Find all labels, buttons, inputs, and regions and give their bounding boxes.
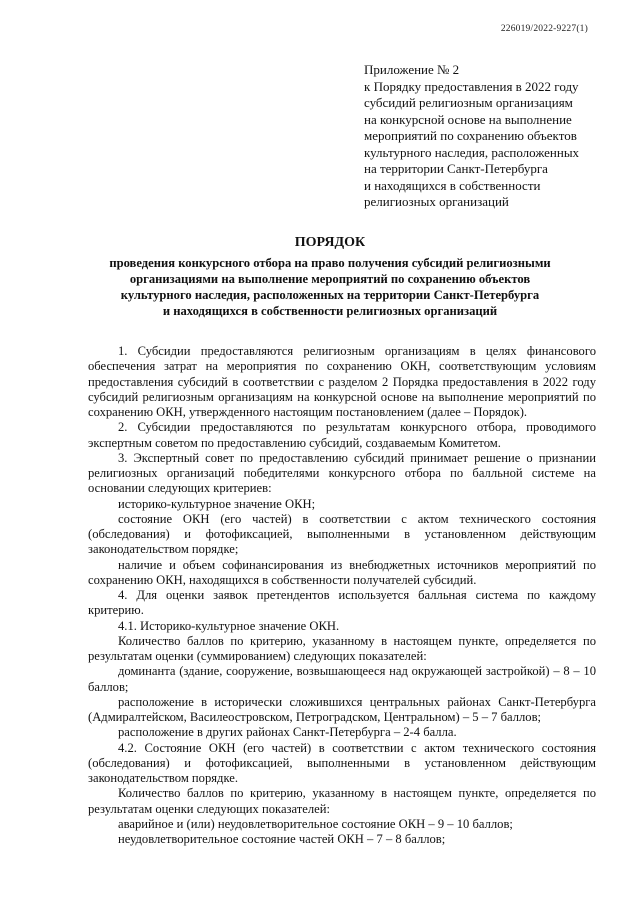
subtitle-line: культурного наследия, расположенных на территории Санкт-Петербурга <box>120 288 540 302</box>
paragraph-text: Количество баллов по критерию, указанному в настоящем пункте, определяется по результатам оценки следующих показателей: <box>88 786 596 816</box>
indicator-item: расположение в исторически сложившихся центральных районах Санкт-Петербурга (Адмиралтейском, Василеостровском, Петроградском, Центральном) – 5 – 7 баллов; <box>88 694 596 724</box>
subtitle-line: проведения конкурсного отбора на право получения субсидий религиозными <box>109 256 551 270</box>
paragraph-4: 4. Для оценки заявок претендентов используется балльная система по каждому критерию. <box>88 588 596 618</box>
indicator-item: неудовлетворительное состояние частей ОКН – 7 – 8 баллов; <box>118 832 446 846</box>
subtitle-line: и находящихся в собственности религиозных организаций <box>162 304 498 318</box>
paragraph-2: 2. Субсидии предоставляются по результатам конкурсного отбора, проводимого экспертным советом по предоставлению субсидий, создаваемым Комитетом. <box>88 420 596 450</box>
appendix-line: на территории Санкт-Петербурга <box>364 161 548 176</box>
subtitle-line: организациями на выполнение мероприятий по сохранению объектов <box>129 272 531 286</box>
paragraph-1: 1. Субсидии предоставляются религиозным организациям в целях финансового обеспечения затрат на мероприятия по сохранению ОКН, соответствующим условиям предоставления субсидий в соответствии с разделом 2 Порядка предоставления в 2022 году субсидий религиозным организациям на конкурсной основе на выполнение мероприятий по сохранению ОКН, утвержденного настоящим постановлением (далее – Порядок). <box>88 344 596 419</box>
document-title-block <box>60 235 600 319</box>
document-title: ПОРЯДОК <box>294 235 366 250</box>
paragraph-4-2: 4.2. Состояние ОКН (его частей) в соответствии с актом технического состояния (обследования) и фотофиксацией, выполненными в установленном действующим законодательством порядке. <box>88 740 596 785</box>
document-subtitle <box>60 255 600 319</box>
indicator-item: доминанта (здание, сооружение, возвышающееся над окружающей застройкой) – 8 – 10 баллов; <box>88 664 596 694</box>
appendix-line: мероприятий по сохранению объектов <box>364 128 577 143</box>
paragraph-4-1: 4.1. Историко-культурное значение ОКН. <box>118 618 340 633</box>
appendix-line: и находящихся в собственности <box>364 177 541 193</box>
paragraph-3: 3. Экспертный совет по предоставлению субсидий принимает решение о признании религиозных организаций победителями конкурсного отбора по балльной системе на основании следующих критериев: <box>88 450 596 496</box>
appendix-line: религиозных организаций <box>364 194 509 209</box>
appendix-line: к Порядку предоставления в 2022 году <box>364 78 579 94</box>
criterion-item: наличие и объем софинансирования из внебюджетных источников мероприятий по сохранению ОКН, находящихся в собственности получателей субсидий. <box>88 557 596 587</box>
appendix-line: субсидий религиозным организациям <box>364 95 573 110</box>
document-registration-code: 226019/2022-9227(1) <box>500 24 588 34</box>
criterion-item: состояние ОКН (его частей) в соответствии с актом технического состояния (обследования) и фотофиксацией, выполненными в установленном действующим законодательством порядке; <box>88 511 596 557</box>
criterion-item: историко-культурное значение ОКН; <box>118 496 316 511</box>
paragraph-text: Количество баллов по критерию, указанному в настоящем пункте, определяется по результатам оценки (суммированием) следующих показателей: <box>88 633 596 663</box>
appendix-line: Приложение № 2 <box>364 62 460 77</box>
appendix-header <box>364 62 614 211</box>
appendix-line: на конкурсной основе на выполнение <box>364 111 572 127</box>
indicator-item: аварийное и (или) неудовлетворительное состояние ОКН – 9 – 10 баллов; <box>118 816 513 831</box>
indicator-item: расположение в других районах Санкт-Петербурга – 2-4 балла. <box>118 725 457 740</box>
document-body <box>88 344 596 847</box>
appendix-line: культурного наследия, расположенных <box>364 144 580 160</box>
